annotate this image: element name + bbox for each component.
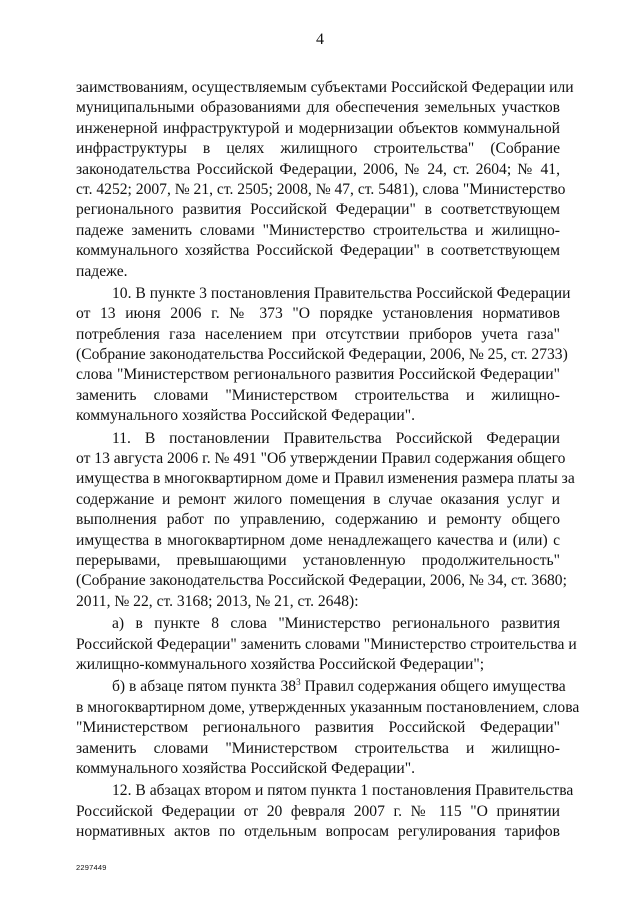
text-line: коммунального хозяйства Российской Федерации".	[76, 407, 416, 425]
text-line: заменить словами "Министерством строительства и жилищно-	[76, 739, 560, 757]
text-line: (Собрание законодательства Российской Федерации, 2006, № 34, ст. 3680;	[76, 572, 567, 590]
text-line: слова "Министерством регионального развития Российской Федерации"	[76, 366, 560, 384]
text-line: имущества в многоквартирном доме и Правил изменения размера платы за	[76, 470, 575, 488]
text-line: заимствованиям, осуществляемым субъектами Российской Федерации или	[76, 79, 574, 96]
document-body	[76, 78, 580, 842]
page-number: 4	[316, 31, 324, 48]
text-line: жилищно-коммунального хозяйства Российской Федерации";	[76, 655, 485, 673]
text-line: падеже.	[76, 262, 128, 280]
text-line: ст. 4252; 2007, № 21, ст. 2505; 2008, № 47, ст. 5481), слова "Министерство	[76, 180, 566, 198]
text-line: регионального развития Российской Федерации" в соответствующем	[76, 201, 560, 219]
text-line: в многоквартирном доме, утвержденных указанным постановлением, слова	[76, 698, 580, 716]
text-line: (Собрание законодательства Российской Федерации, 2006, № 25, ст. 2733)	[76, 346, 568, 364]
text-line: потребления газа населением при отсутствии приборов учета газа"	[76, 325, 560, 343]
text-line: инженерной инфраструктурой и модернизации объектов коммунальной	[76, 119, 560, 137]
text-line: нормативных актов по отдельным вопросам регулирования тарифов	[76, 823, 560, 841]
text-line: Российской Федерации от 20 февраля 2007 г. № 115 "О принятии	[76, 802, 560, 820]
text-line: законодательства Российской Федерации, 2006, № 24, ст. 2604; № 41,	[76, 160, 560, 178]
text-line: заменить словами "Министерством строительства и жилищно-	[76, 386, 560, 404]
text-line: 11. В постановлении Правительства Российской Федерации	[112, 429, 560, 447]
text-line: от 13 июня 2006 г. № 373 "О порядке установления нормативов	[76, 305, 560, 323]
text-line: перерывами, превышающими установленную продолжительность"	[76, 551, 560, 569]
text-line: а) в пункте 8 слова "Министерство регионального развития	[112, 615, 560, 633]
text-line: 2011, № 22, ст. 3168; 2013, № 21, ст. 2648):	[76, 592, 359, 610]
text-line: имущества в многоквартирном доме ненадлежащего качества и (или) с	[76, 531, 560, 549]
text-line: падеже заменить словами "Министерство строительства и жилищно-	[76, 221, 560, 239]
document-id: 2297449	[76, 863, 107, 872]
text-line: от 13 августа 2006 г. № 491 "Об утверждении Правил содержания общего	[76, 450, 566, 468]
text-line: коммунального хозяйства Российской Федерации" в соответствующем	[76, 242, 560, 260]
text-line: 10. В пункте 3 постановления Правительства Российской Федерации	[112, 284, 571, 302]
text-line: 12. В абзацах втором и пятом пункта 1 постановления Правительства	[112, 782, 574, 800]
text-line: выполнения работ по управлению, содержанию и ремонту общего	[76, 511, 560, 529]
text-line: инфраструктуры в целях жилищного строительства" (Собрание	[76, 140, 560, 158]
text-line: "Министерством регионального развития Российской Федерации"	[76, 719, 560, 737]
text-line: б) в абзаце пятом пункта $38^3$ Правил содержания общего имущества	[112, 677, 566, 696]
text-line: коммунального хозяйства Российской Федерации".	[76, 759, 416, 777]
text-line: муниципальными образованиями для обеспечения земельных участков	[76, 99, 560, 117]
text-line: Российской Федерации" заменить словами "Министерство строительства и	[76, 635, 577, 653]
superscript: 3	[296, 677, 301, 688]
text-line: содержание и ремонт жилого помещения в случае оказания услуг и	[76, 490, 560, 508]
